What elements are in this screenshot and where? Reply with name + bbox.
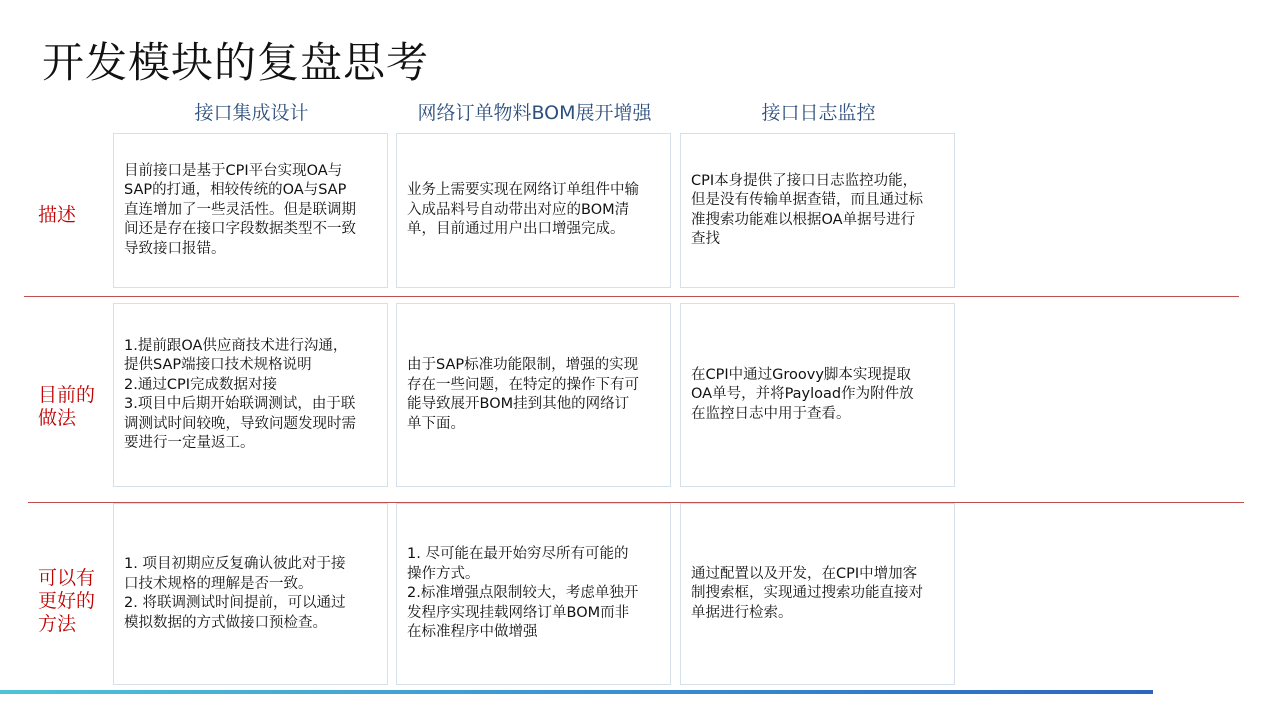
table-cell: [113, 503, 388, 685]
cell-text: 目前接口是基于CPI平台实现OA与 SAP的打通，相较传统的OA与SAP 直连增加了一些灵活性。但是联调期 间还是存在接口字段数据类型不一致 导致接口报错。: [124, 162, 356, 257]
row-divider: [24, 296, 1239, 297]
table-cell: [680, 503, 955, 685]
cell-text: CPI本身提供了接口日志监控功能， 但是没有传输单据查错，而且通过标 准搜索功能难以根据OA单据号进行 查找: [691, 172, 923, 247]
cell-text: 在CPI中通过Groovy脚本实现提取 OA单号，并将Payload作为附件放 在监控日志中用于查看。: [691, 366, 914, 422]
column-header-bom-enhancement: 网络订单物料BOM展开增强: [417, 102, 652, 124]
table-cell: [396, 303, 671, 487]
table-cell: [680, 303, 955, 487]
table-cell: [396, 133, 671, 288]
cell-text: 1. 项目初期应反复确认彼此对于接 口技术规格的理解是否一致。 2. 将联调测试时间提前，可以通过 模拟数据的方式做接口预检查。: [124, 556, 346, 631]
table-cell: [113, 133, 388, 288]
column-header-interface-design: 接口集成设计: [194, 102, 309, 124]
table-cell: [396, 503, 671, 685]
table-cell: [680, 133, 955, 288]
cell-text: 1.提前跟OA供应商技术进行沟通， 提供SAP端接口技术规格说明 2.通过CPI完成数据对接 3.项目中后期开始联调测试，由于联 调测试时间较晚，导致问题发现时需 要进行一定量返工。: [124, 337, 356, 451]
cell-text: 业务上需要实现在网络订单组件中输 入成品料号自动带出对应的BOM清 单，目前通过用户出口增强完成。: [407, 182, 639, 238]
cell-text: 1. 尽可能在最开始穷尽所有可能的 操作方式。 2.标准增强点限制较大，考虑单独开 发程序实现挂载网络订单BOM而非 在标准程序中做增强: [407, 546, 639, 641]
page-title: 开发模块的复盘思考: [42, 38, 430, 87]
bottom-accent-bar: [0, 690, 1153, 694]
row-label-better-approach: 可以有 更好的 方法: [38, 567, 96, 635]
cell-text: 通过配置以及开发，在CPI中增加客 制搜索框，实现通过搜索功能直接对 单据进行检索。: [691, 565, 923, 621]
table-cell: [113, 303, 388, 487]
column-header-log-monitoring: 接口日志监控: [761, 102, 876, 124]
cell-text: 由于SAP标准功能限制，增强的实现 存在一些问题，在特定的操作下有可 能导致展开BOM挂到其他的网络订 单下面。: [407, 357, 639, 432]
row-label-description: 描述: [38, 204, 77, 226]
row-label-current-approach: 目前的 做法: [38, 384, 96, 429]
